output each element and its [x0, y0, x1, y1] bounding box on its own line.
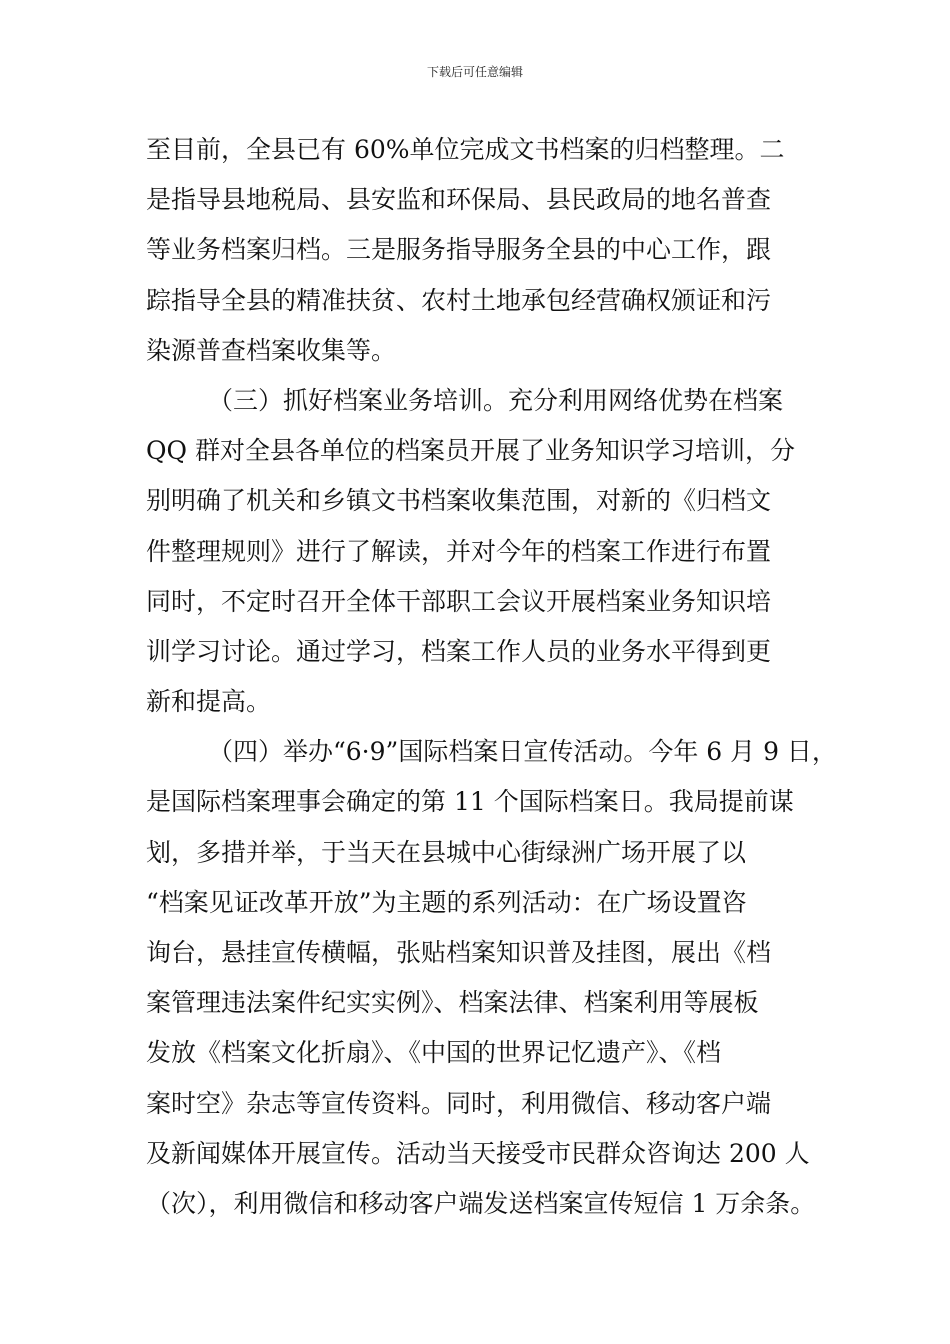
document-body [146, 125, 836, 1229]
text-line: 及新闻媒体开展宣传。活动当天接受市民群众咨询达 200 人 [146, 1138, 810, 1168]
text-line: 同时，不定时召开全体干部职工会议开展档案业务知识培 [146, 586, 772, 616]
text-line: 案管理违法案件纪实实例》、档案法律、档案利用等展板 [146, 988, 759, 1018]
text-line: （次），利用微信和移动客户端发送档案宣传短信 1 万余条。 [146, 1188, 816, 1218]
text-line: 是指导县地税局、县安监和环保局、县民政局的地名普查 [146, 185, 772, 215]
text-line: 询台，悬挂宣传横幅，张贴档案知识普及挂图，展出《档 [146, 938, 772, 967]
text-line: 案时空》杂志等宣传资料。同时，利用微信、移动客户端 [146, 1088, 772, 1118]
text-line: 至目前，全县已有 60%单位完成文书档案的归档整理。二 [146, 135, 785, 164]
text-line: “档案见证改革开放”为主题的系列活动：在广场设置咨 [146, 887, 747, 917]
text-line: 踪指导全县的精准扶贫、农村土地承包经营确权颁证和污 [146, 285, 772, 315]
paragraph-start-line: （三）抓好档案业务培训。充分利用网络优势在档案 [208, 385, 784, 415]
text-line: 件整理规则》进行了解读，并对今年的档案工作进行布置 [146, 536, 772, 566]
paragraph-start-line: （四）举办“6·9”国际档案日宣传活动。今年 6 月 9 日， [208, 737, 837, 767]
text-line: 染源普查档案收集等。 [146, 335, 397, 365]
text-line: 是国际档案理事会确定的第 11 个国际档案日。我局提前谋 [146, 787, 794, 817]
text-line: 等业务档案归档。三是服务指导服务全县的中心工作，跟 [146, 235, 772, 265]
text-line: 发放《档案文化折扇》、《中国的世界记忆遗产》、《档 [146, 1038, 722, 1068]
text-line: QQ 群对全县各单位的档案员开展了业务知识学习培训，分 [146, 436, 795, 466]
text-line: 划，多措并举，于当天在县城中心街绿洲广场开展了以 [146, 837, 747, 867]
page-header: 下载后可任意编辑 [426, 65, 523, 79]
text-line: 新和提高。 [146, 687, 272, 717]
text-line: 别明确了机关和乡镇文书档案收集范围，对新的《归档文 [146, 486, 772, 516]
text-line: 训学习讨论。通过学习，档案工作人员的业务水平得到更 [146, 636, 772, 666]
